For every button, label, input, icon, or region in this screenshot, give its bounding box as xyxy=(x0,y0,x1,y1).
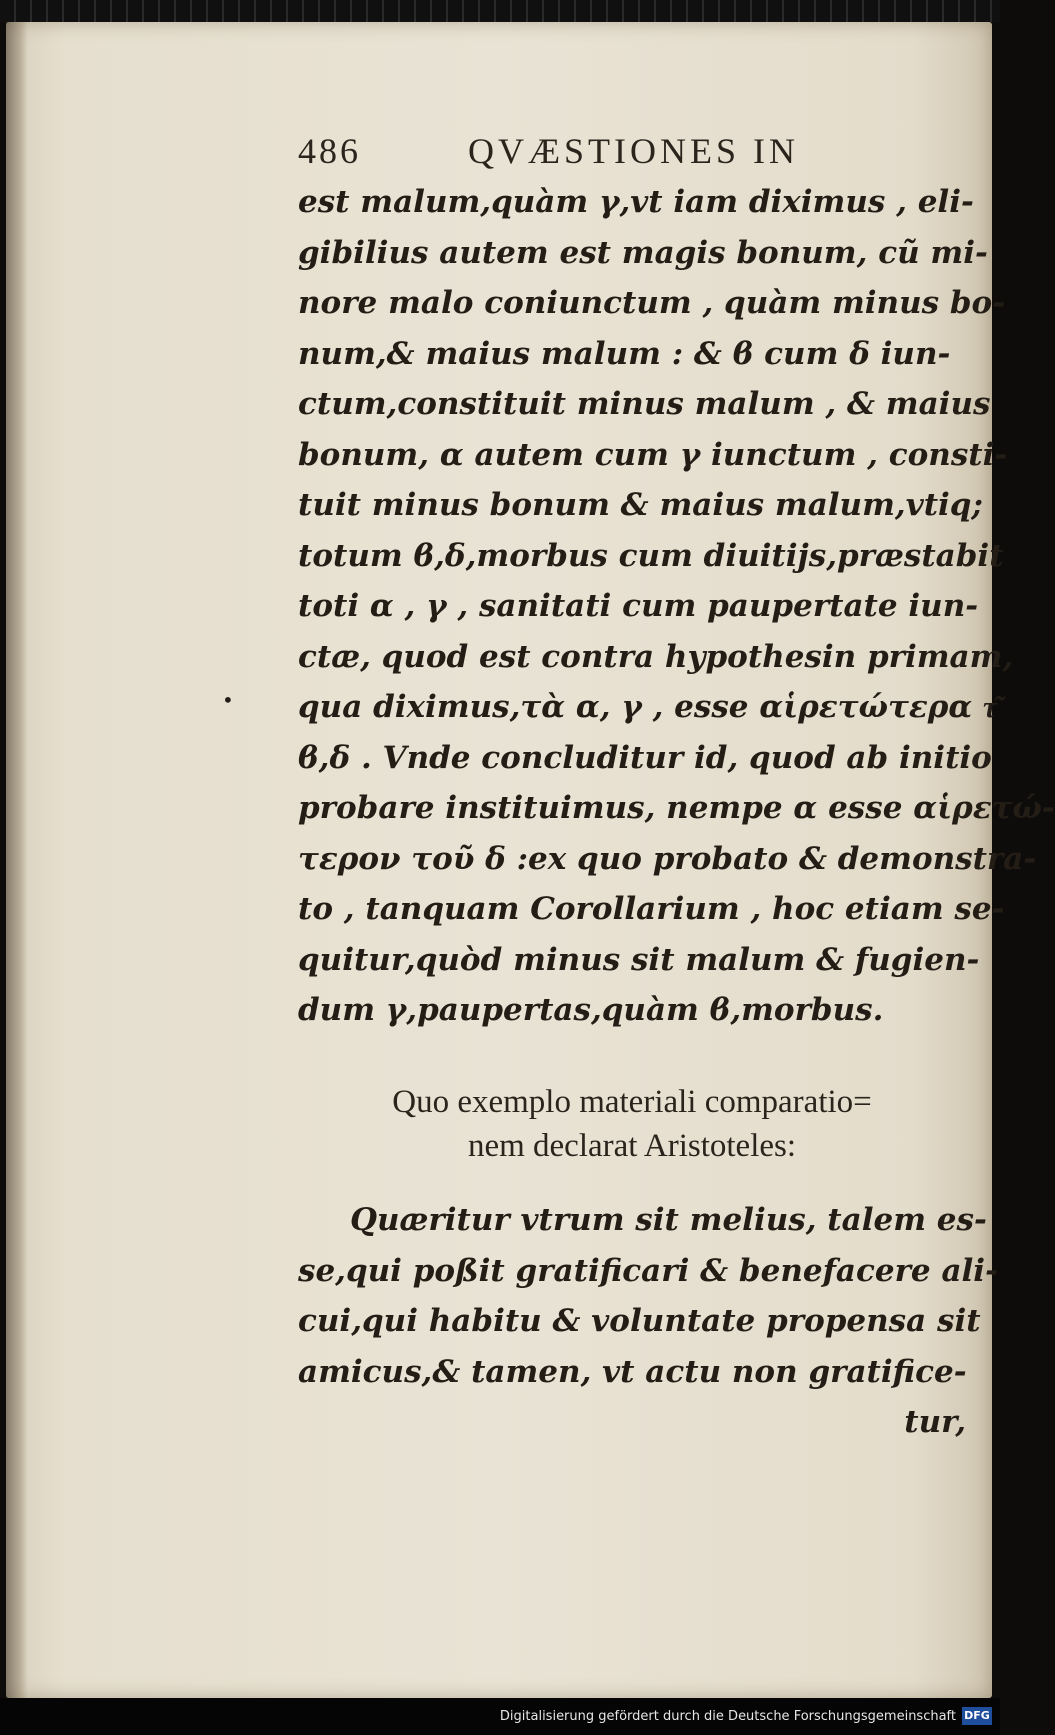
text-line: τερον τοῦ δ :ex quo probato & demonstra- xyxy=(298,840,1037,877)
running-head-title: QVÆSTIONES IN xyxy=(468,131,799,171)
second-paragraph xyxy=(298,1195,998,1448)
text-line: se,qui poßit gratificari & benefacere ali- xyxy=(298,1252,998,1289)
text-line: bonum, α autem cum γ iunctum , consti- xyxy=(298,436,1008,473)
subheading-line: nem declarat Aristoteles: xyxy=(467,1128,797,1164)
section-subheading xyxy=(298,1080,966,1168)
text-line: probare instituimus, nempe α esse αἱρετώ- xyxy=(298,790,1055,826)
text-line: quitur,quòd minus sit malum & fugien- xyxy=(298,941,980,978)
film-edge-top xyxy=(0,0,1000,22)
catchword: tur, xyxy=(904,1404,966,1440)
text-line: nore malo coniunctum , quàm minus bo- xyxy=(298,285,1006,321)
text-line: cui,qui habitu & voluntate propensa sit xyxy=(298,1303,981,1339)
dfg-logo: DFG xyxy=(962,1707,992,1725)
text-line: ctæ, quod est contra hypothesin primam, xyxy=(298,638,1014,675)
page-gutter-shadow xyxy=(6,22,28,1698)
text-line: Quæritur vtrum sit melius, talem es- xyxy=(350,1202,987,1238)
page-number: 486 xyxy=(298,131,361,171)
text-line: to , tanquam Corollarium , hoc etiam se- xyxy=(298,891,1005,927)
text-line: qua diximus,τὰ α, γ , esse αἱρετώτερα τ͂ xyxy=(298,689,997,725)
text-line: est malum,quàm γ,vt iam diximus , eli- xyxy=(298,184,974,220)
text-line: toti α , γ , sanitati cum paupertate iun- xyxy=(298,588,979,624)
digitization-credit: Digitalisierung gefördert durch die Deutsche Forschungsgemeinschaft xyxy=(499,1709,956,1724)
text-line: dum γ,paupertas,quàm ϐ,morbus. xyxy=(298,992,884,1028)
text-line: totum ϐ,δ,morbus cum diuitijs,præstabit xyxy=(298,537,1004,574)
text-line: num,& maius malum : & ϐ cum δ iun- xyxy=(298,335,951,372)
text-line: gibilius autem est magis bonum, cũ mi- xyxy=(298,234,988,271)
text-line: ctum,constituit minus malum , & maius xyxy=(298,386,991,422)
subheading-line: Quo exemplo materiali comparatio= xyxy=(392,1084,872,1120)
margin-mark: • xyxy=(222,688,234,712)
text-line: tuit minus bonum & maius malum,vtiq; xyxy=(298,487,983,523)
text-line: ϐ,δ . Vnde concluditur id, quod ab initio xyxy=(298,739,992,776)
text-line: amicus,& tamen, vt actu non gratifice- xyxy=(298,1353,967,1390)
main-paragraph xyxy=(298,177,1055,1036)
running-header xyxy=(298,130,858,178)
